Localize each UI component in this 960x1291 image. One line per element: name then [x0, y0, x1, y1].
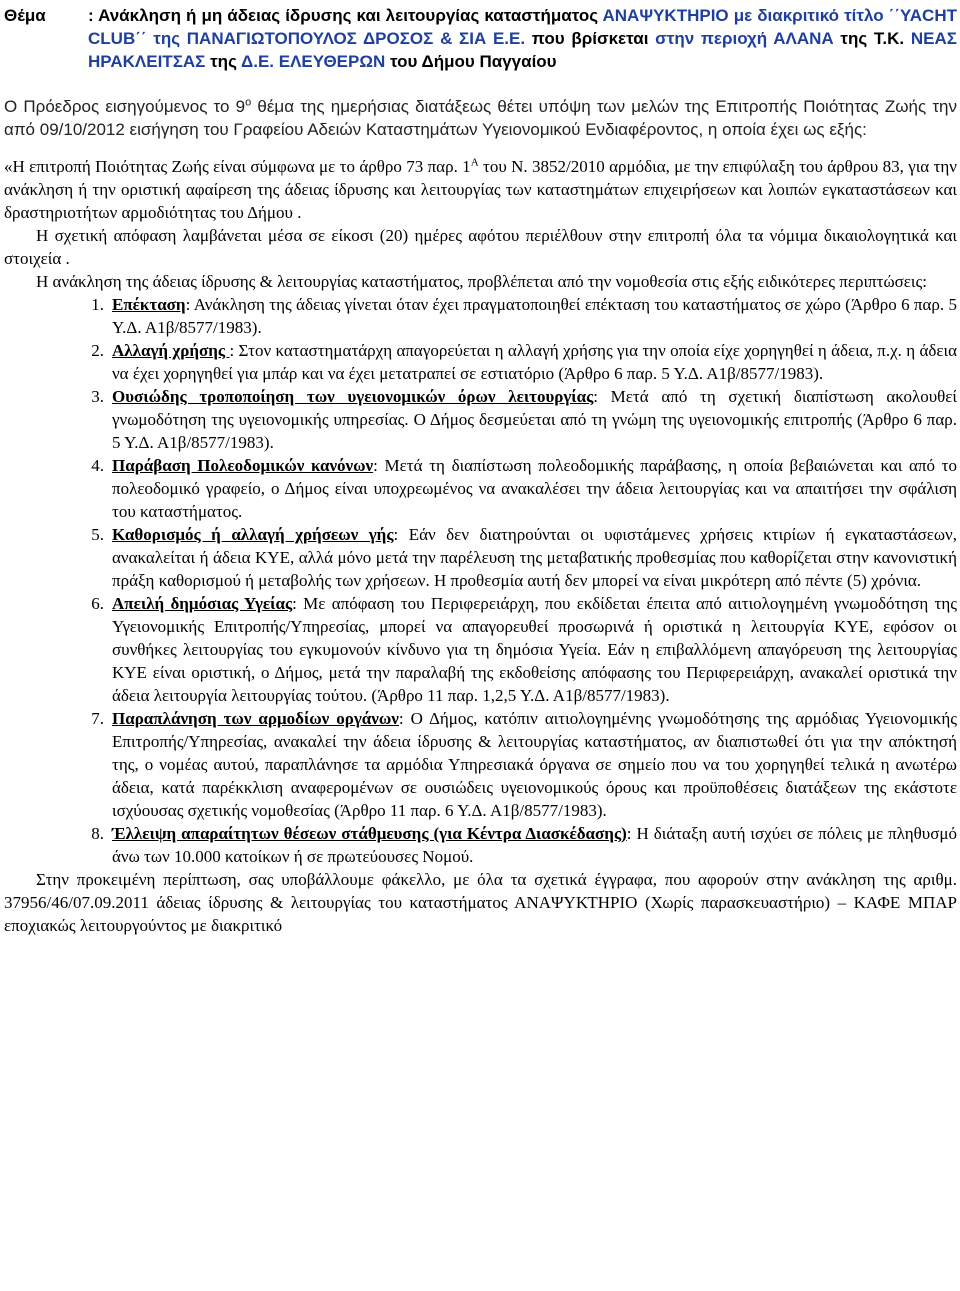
quote-text-cont: του Ν. 3852/2010 αρμόδια, με την επιφύλαξη του άρθρου 83, για την ανάκληση ή την οριστική αφαίρεση της άδειας ίδρυσης και λειτουργίας των καταστημάτων επιχειρήσεων και λοιπών εγκαταστάσεων και δραστηριοτήτων αρμοδιότητας του Δήμου . — [4, 157, 957, 222]
item-text: : Ανάκληση της άδειας γίνεται όταν έχει πραγματοποιηθεί επέκταση του καταστήματος σε χώρο (Άρθρο 6 παρ. 5 Υ.Δ. Α1β/8577/1983). — [112, 295, 957, 337]
item-term: Παράβαση Πολεοδομικών κανόνων — [112, 456, 374, 475]
decision-paragraph: Η σχετική απόφαση λαμβάνεται μέσα σε είκοσι (20) ημέρες αφότου περιέλθουν στην επιτροπή όλα τα νόμιμα δικαιολογητικά και στοιχεία . — [4, 226, 957, 268]
quote-paragraph — [4, 155, 957, 224]
item-text: : Μετά από τη σχετική διαπίστωση ακολουθεί γνωμοδότηση της υγειονομικής υπηρεσίας. Ο Δήμος δεσμεύεται από τη γνώμη της υγειονομικής επιτροπής (Άρθρο 6 παρ. 5 Υ.Δ. Α1β/8577/1983). — [112, 387, 958, 452]
item-body — [112, 707, 957, 822]
list-item — [4, 523, 957, 592]
subject-text: που βρίσκεται — [525, 29, 656, 48]
item-body — [112, 385, 957, 454]
list-item — [4, 822, 957, 868]
intro-paragraph — [4, 95, 957, 141]
subject-text: της Τ.Κ. — [833, 29, 911, 48]
item-term: Παραπλάνηση των αρμοδίων οργάνων — [112, 709, 399, 728]
item-number: 2. — [91, 341, 104, 360]
intro-superscript: ο — [245, 96, 252, 109]
item-term: Απειλή δημόσιας Υγείας — [112, 594, 293, 613]
item-number: 6. — [91, 594, 104, 613]
subject-text: : Ανάκληση ή μη άδειας ίδρυσης και λειτουργίας καταστήματος — [88, 6, 603, 25]
subject-unit: Δ.Ε. ΕΛΕΥΘΕΡΩΝ — [241, 52, 386, 71]
item-body — [112, 822, 957, 868]
subject-area: στην περιοχή ΑΛΑΝΑ — [655, 29, 834, 48]
item-text: : Η διάταξη αυτή ισχύει σε πόλεις με πληθυσμό άνω των 10.000 κατοίκων ή σε πρωτεύουσες Νομού. — [112, 824, 957, 866]
item-number: 5. — [91, 525, 104, 544]
item-term: Ουσιώδης τροποποίηση των υγειονομικών όρων λειτουργίας — [112, 387, 594, 406]
closing-paragraph: Στην προκειμένη περίπτωση, σας υποβάλλουμε φάκελλο, με όλα τα σχετικά έγγραφα, που αφορούν στην ανάκληση της αριθμ. 37956/46/07.09.2011 άδειας ίδρυσης & λειτουργίας του καταστήματος ΑΝΑΨΥΚΤΗΡΙΟ (Χωρίς παρασκευαστήριο) – ΚΑΦΕ ΜΠΑΡ εποχιακώς λειτουργούντος με διακριτικό — [4, 870, 957, 935]
list-item — [4, 592, 957, 707]
list-item — [4, 707, 957, 822]
item-term: Αλλαγή χρήσης — [112, 341, 230, 360]
item-number: 8. — [91, 824, 104, 843]
subject-community: ΝΕΑΣ ΗΡΑΚΛΕΙΤΣΑΣ — [88, 29, 957, 71]
revocation-cases-list — [4, 293, 957, 868]
subject-title — [88, 4, 957, 73]
item-term: Επέκταση — [112, 295, 186, 314]
subject-shop-name: ΑΝΑΨΥΚΤΗΡΙΟ με διακριτικό τίτλο ΄΄YACHT CLUB΄΄ της ΠΑΝΑΓΙΩΤΟΠΟΥΛΟΣ ΔΡΟΣΟΣ & ΣΙΑ Ε.Ε. — [88, 6, 957, 48]
list-item — [4, 454, 957, 523]
list-item — [4, 385, 957, 454]
item-text: : Μετά τη διαπίστωση πολεοδομικής παράβασης, η οποία βεβαιώνεται και από το πολεοδομικό γραφείο, ο Δήμος είναι υποχρεωμένος να ανακαλέσει την άδεια λειτουργίας και να απαιτήσει την σφάλιση του καταστήματος. — [112, 456, 957, 521]
subject-header — [4, 4, 957, 73]
item-number: 7. — [91, 709, 104, 728]
item-text: : Ο Δήμος, κατόπιν αιτιολογημένης γνωμοδότησης της αρμόδιας Υγειονομικής Επιτροπής/Υπηρεσίας, ανακαλεί την άδεια ίδρυσης & λειτουργίας καταστήματος, αν διαπιστωθεί ότι για την απόκτησή της, ο νομέας αυτού, παραπλάνησε τα αρμόδια Υπηρεσιακά όργανα σε σημείο που να του χορηγηθεί τελικά η ανωτέρω άδεια, κατά παρέκκλιση αναφερομένων σε ουσιώδεις υγειονομικούς όρους και προϋποθέσεις διατάξεων της εκάστοτε ισχύουσας σχετικής νομοθεσίας (Άρθρο 11 παρ. 6 Υ.Δ. Α1β/8577/1983). — [112, 709, 957, 820]
item-text: : Στον καταστηματάρχη απαγορεύεται η αλλαγή χρήσης για την οποία είχε χορηγηθεί η άδεια, π.χ. η άδεια να έχει χορηγηθεί για μπάρ και να έχει μετατραπεί σε εστιατόριο (Άρθρο 6 παρ. 5 Υ.Δ. Α1β/8577/1983). — [112, 341, 958, 383]
item-body — [112, 293, 957, 339]
subject-text: της — [205, 52, 242, 71]
item-text: : Εάν δεν διατηρούνται οι υφιστάμενες χρήσεις κτιρίων ή εγκαταστάσεων, ανακαλείται ή άδεια ΚΥΕ, αλλά μόνο μετά την παρέλευση της μεταβατικής προθεσμίας που καθορίζεται στην κανονιστική πράξη καθορισμού ή μεταβολής των χρήσεων. Η προθεσμία αυτή δεν μπορεί να είναι μικρότερη από πέντε (5) χρόνια. — [112, 525, 957, 590]
item-term: Έλλειψη απαραίτητων θέσεων στάθμευσης (για Κέντρα Διασκέδασης) — [112, 824, 627, 843]
subject-municipality: του Δήμου Παγγαίου — [385, 52, 557, 71]
item-number: 3. — [91, 387, 104, 406]
intro-text-cont: θέμα της ημερήσιας διατάξεως θέτει υπόψη των μελών της Επιτροπής Ποιότητας Ζωής την από 09/10/2012 εισήγηση του Γραφείου Αδειών Καταστημάτων Υγειονομικού Ενδιαφέροντος, η οποία έχει ως εξής: — [4, 97, 958, 139]
document-page — [4, 4, 957, 937]
item-body — [112, 339, 957, 385]
revocation-paragraph: Η ανάκληση της άδειας ίδρυσης & λειτουργίας καταστήματος, προβλέπεται από την νομοθεσία στις εξής ειδικότερες περιπτώσεις: — [36, 272, 927, 291]
item-number: 4. — [91, 456, 104, 475]
list-item — [4, 293, 957, 339]
item-number: 1. — [91, 295, 104, 314]
quote-superscript: Α — [470, 156, 479, 169]
subject-label: Θέμα — [4, 6, 46, 25]
item-body — [112, 592, 957, 707]
item-text: : Με απόφαση του Περιφερειάρχη, που εκδίδεται έπειτα από αιτιολογημένη γνωμοδότηση της Υγειονομικής Επιτροπής/Υπηρεσίας, μπορεί να απαγορευθεί προσωρινά ή οριστικά η λειτουργία ΚΥΕ, εφόσον οι συνθήκες λειτουργίας του εγκυμονούν κίνδυνο για τη δημόσια Υγεία. Εάν η επιβαλλόμενη απαγόρευση της λειτουργίας ΚΥΕ είναι οριστική, ο Δήμος, μετά την παραλαβή της εκδοθείσης απόφασης του Περιφερειάρχη, ανακαλεί οριστικά την άδεια λειτουργία λειτουργίας τούτου. (Άρθρο 11 παρ. 1,2,5 Υ.Δ. Α1β/8577/1983). — [112, 594, 958, 705]
list-item — [4, 339, 957, 385]
item-body — [112, 523, 957, 592]
intro-text: Ο Πρόεδρος εισηγούμενος το 9 — [4, 97, 246, 116]
item-body — [112, 454, 957, 523]
item-term: Καθορισμός ή αλλαγή χρήσεων γής — [112, 525, 394, 544]
quote-text: «Η επιτροπή Ποιότητας Ζωής είναι σύμφωνα με το άρθρο 73 παρ. 1 — [4, 157, 471, 176]
